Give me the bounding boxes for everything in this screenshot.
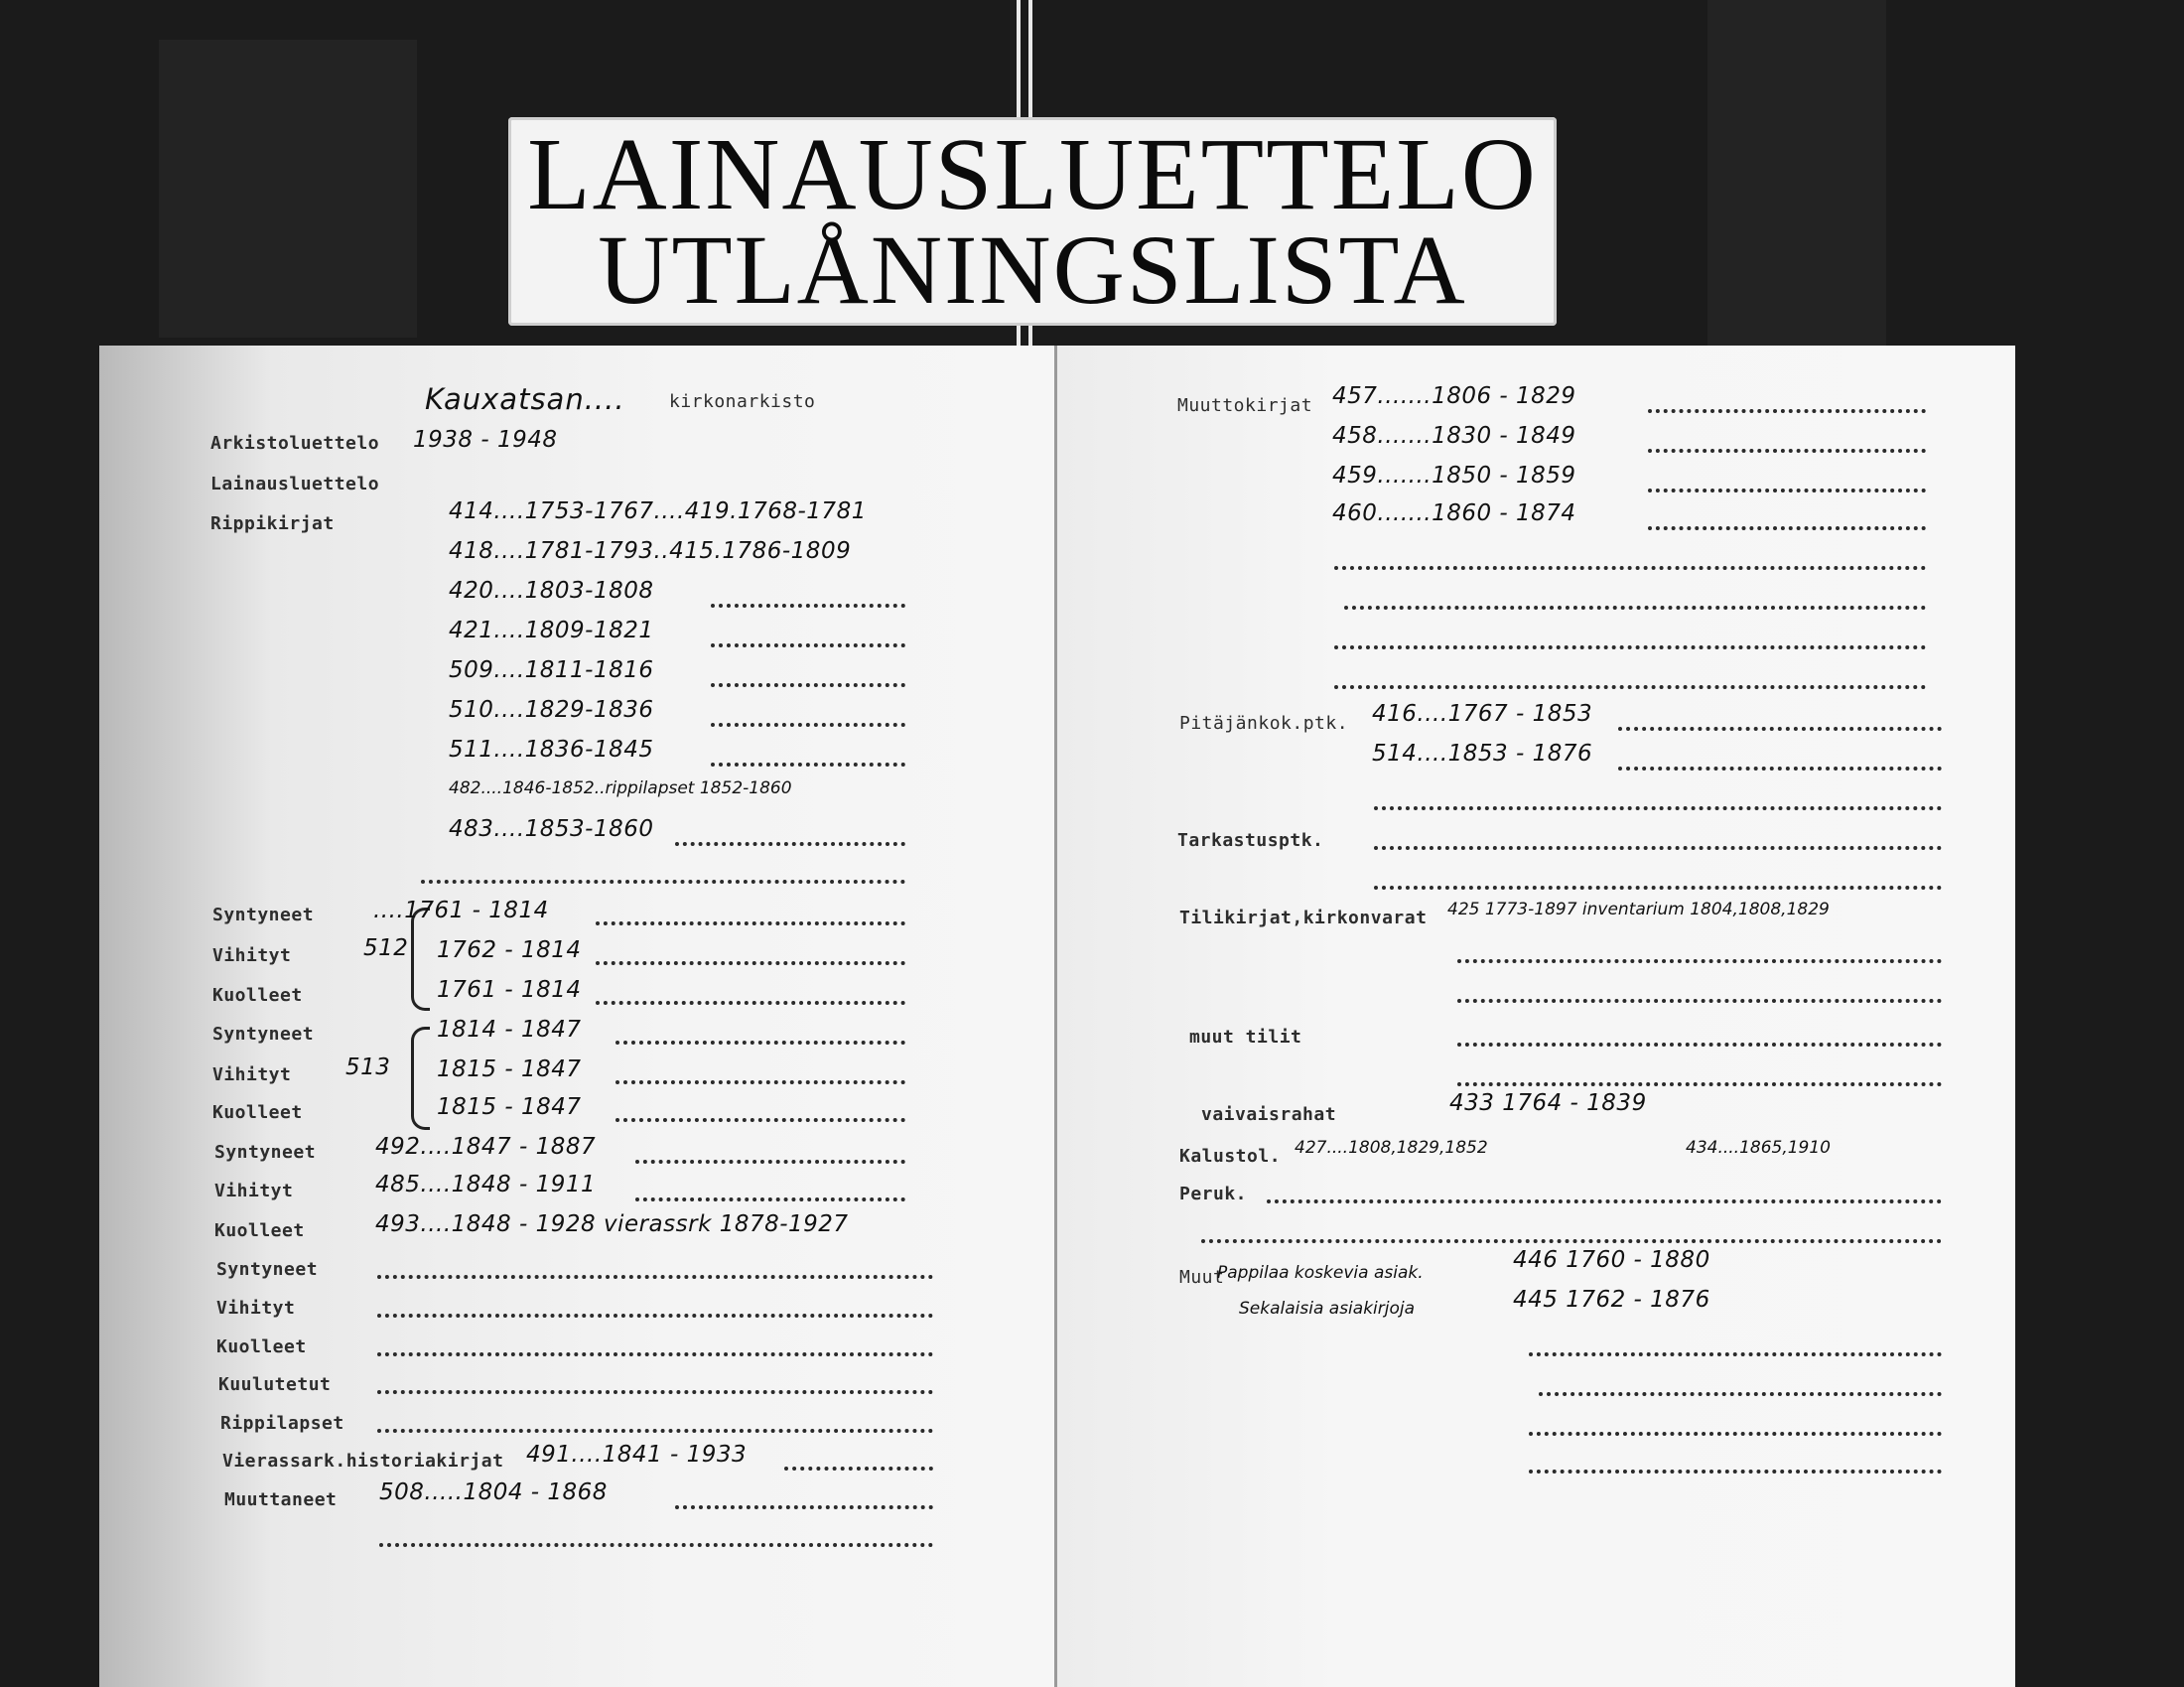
muuttaneet-label: Muuttaneet xyxy=(224,1489,338,1510)
vihityt-label: Vihityt xyxy=(216,1298,296,1319)
dotted-line xyxy=(1457,1082,1942,1086)
dotted-line xyxy=(1374,806,1942,810)
peruk-label: Peruk. xyxy=(1179,1184,1248,1204)
kalustol-value: 427....1808,1829,1852 xyxy=(1295,1138,1488,1158)
dotted-line xyxy=(711,683,905,687)
vihityt-value: 1762 - 1814 xyxy=(437,937,582,963)
vierassark-label: Vierassark.historiakirjat xyxy=(222,1451,504,1472)
dotted-line xyxy=(615,1041,905,1045)
rippikirjat-label: Rippikirjat xyxy=(210,513,335,534)
kuolleet-label: Kuolleet xyxy=(212,985,303,1006)
kuolleet-value: 493....1848 - 1928 vierassrk 1878-1927 xyxy=(375,1211,849,1237)
right-page xyxy=(1054,346,2015,1687)
vihityt-label: Vihityt xyxy=(212,1064,292,1085)
dotted-line xyxy=(675,1505,933,1509)
vaivaisrahat-label: vaivaisrahat xyxy=(1201,1104,1337,1125)
page-fold xyxy=(1054,346,1057,1687)
archive-catalog-years: 1938 - 1948 xyxy=(413,427,558,453)
syntyneet-value: 1814 - 1847 xyxy=(437,1017,582,1043)
vierassark-value: 491....1841 - 1933 xyxy=(526,1442,748,1468)
muut-label: Muut xyxy=(1179,1267,1225,1288)
bracket xyxy=(411,1027,430,1130)
syntyneet-label: Syntyneet xyxy=(212,1024,315,1045)
dotted-line xyxy=(1648,409,1926,413)
syntyneet-label: Syntyneet xyxy=(216,1259,319,1280)
dotted-line xyxy=(1457,1043,1942,1047)
dotted-line xyxy=(711,723,905,727)
rippikirjat-entry: 482....1846-1852..rippilapset 1852-1860 xyxy=(449,778,792,798)
dotted-line xyxy=(1648,489,1926,492)
dotted-line xyxy=(1529,1352,1942,1356)
dotted-line xyxy=(596,1001,905,1005)
dotted-line xyxy=(1201,1239,1942,1243)
dotted-line xyxy=(377,1390,933,1394)
muuttokirjat-entry: 459.......1850 - 1859 xyxy=(1332,463,1576,489)
group-number: 512 xyxy=(363,935,409,961)
muut-item: Sekalaisia asiakirjoja xyxy=(1239,1299,1416,1319)
dotted-line xyxy=(711,643,905,647)
parish-suffix: kirkonarkisto xyxy=(669,391,816,412)
dotted-line xyxy=(1529,1432,1942,1436)
rippikirjat-entry: 510....1829-1836 xyxy=(449,697,654,723)
vihityt-value: 485....1848 - 1911 xyxy=(375,1172,597,1197)
dotted-line xyxy=(377,1429,933,1433)
pitajankok-entry: 416....1767 - 1853 xyxy=(1372,701,1593,727)
rippikirjat-entry: 483....1853-1860 xyxy=(449,816,654,842)
kuolleet-label: Kuolleet xyxy=(216,1336,307,1357)
rippikirjat-entry: 414....1753-1767....419.1768-1781 xyxy=(449,498,867,524)
dotted-line xyxy=(1648,449,1926,453)
dotted-line xyxy=(1334,685,1926,689)
dotted-line xyxy=(421,880,905,884)
dotted-line xyxy=(379,1543,933,1547)
dotted-line xyxy=(1267,1199,1942,1203)
dotted-line xyxy=(615,1118,905,1122)
tilikirjat-label: Tilikirjat,kirkonvarat xyxy=(1179,908,1428,928)
dotted-line xyxy=(784,1467,933,1471)
dotted-line xyxy=(1374,886,1942,890)
dotted-line xyxy=(1334,645,1926,649)
parish-name: Kauxatsan.... xyxy=(425,382,625,416)
dotted-line xyxy=(1618,727,1942,731)
title-finnish: LAINAUSLUETTELO xyxy=(527,117,1538,231)
dotted-line xyxy=(377,1275,933,1279)
dotted-line xyxy=(711,763,905,767)
kalustol-value: 434....1865,1910 xyxy=(1686,1138,1831,1158)
title-label xyxy=(508,117,1557,326)
muuttokirjat-entry: 458.......1830 - 1849 xyxy=(1332,423,1576,449)
rippikirjat-entry: 509....1811-1816 xyxy=(449,657,654,683)
tarkastusptk-label: Tarkastusptk. xyxy=(1177,830,1324,851)
dotted-line xyxy=(1457,959,1942,963)
muut-item-value: 445 1762 - 1876 xyxy=(1513,1287,1710,1313)
dotted-line xyxy=(377,1314,933,1318)
title-swedish: UTLÅNINGSLISTA xyxy=(598,214,1467,325)
loan-list-label: Lainausluettelo xyxy=(210,474,380,494)
kuulutetut-label: Kuulutetut xyxy=(218,1374,332,1395)
background-streak xyxy=(159,40,417,338)
background-streak xyxy=(1707,0,1886,346)
syntyneet-value: ....1761 - 1814 xyxy=(373,898,549,923)
dotted-line xyxy=(711,604,905,608)
dotted-line xyxy=(1618,767,1942,771)
muuttaneet-value: 508.....1804 - 1868 xyxy=(379,1479,608,1505)
vihityt-value: 1815 - 1847 xyxy=(437,1056,582,1082)
dotted-line xyxy=(1344,606,1926,610)
dotted-line xyxy=(596,961,905,965)
dotted-line xyxy=(377,1352,933,1356)
dotted-line xyxy=(675,842,905,846)
syntyneet-label: Syntyneet xyxy=(212,905,315,925)
dotted-line xyxy=(615,1080,905,1084)
muut-tilit-label: muut tilit xyxy=(1189,1027,1302,1048)
archive-catalog-label: Arkistoluettelo xyxy=(210,433,380,454)
muut-item-value: 446 1760 - 1880 xyxy=(1513,1247,1710,1273)
tilikirjat-value: 425 1773-1897 inventarium 1804,1808,1829 xyxy=(1447,900,1830,919)
dotted-line xyxy=(635,1197,905,1201)
rippilapset-label: Rippilapset xyxy=(220,1413,344,1434)
vaivaisrahat-value: 433 1764 - 1839 xyxy=(1449,1090,1647,1116)
dotted-line xyxy=(1374,846,1942,850)
muut-item: Pappilaa koskevia asiak. xyxy=(1217,1263,1424,1283)
vihityt-label: Vihityt xyxy=(214,1181,294,1201)
group-number: 513 xyxy=(345,1054,391,1080)
rippikirjat-entry: 418....1781-1793..415.1786-1809 xyxy=(449,538,852,564)
muuttokirjat-entry: 457.......1806 - 1829 xyxy=(1332,383,1576,409)
rippikirjat-entry: 421....1809-1821 xyxy=(449,618,654,643)
pitajankok-entry: 514....1853 - 1876 xyxy=(1372,741,1593,767)
dotted-line xyxy=(1529,1470,1942,1474)
pitajankok-label: Pitäjänkok.ptk. xyxy=(1179,713,1349,734)
dotted-line xyxy=(1539,1392,1942,1396)
vihityt-label: Vihityt xyxy=(212,945,292,966)
dotted-line xyxy=(635,1160,905,1164)
kuolleet-label: Kuolleet xyxy=(214,1220,305,1241)
dotted-line xyxy=(596,921,905,925)
kuolleet-value: 1815 - 1847 xyxy=(437,1094,582,1120)
kalustol-label: Kalustol. xyxy=(1179,1146,1282,1167)
kuolleet-label: Kuolleet xyxy=(212,1102,303,1123)
muuttokirjat-label: Muuttokirjat xyxy=(1177,395,1313,416)
rippikirjat-entry: 420....1803-1808 xyxy=(449,578,654,604)
dotted-line xyxy=(1648,526,1926,530)
rippikirjat-entry: 511....1836-1845 xyxy=(449,737,654,763)
muuttokirjat-entry: 460.......1860 - 1874 xyxy=(1332,500,1576,526)
dotted-line xyxy=(1334,566,1926,570)
syntyneet-label: Syntyneet xyxy=(214,1142,317,1163)
syntyneet-value: 492....1847 - 1887 xyxy=(375,1134,597,1160)
dotted-line xyxy=(1457,999,1942,1003)
kuolleet-value: 1761 - 1814 xyxy=(437,977,582,1003)
